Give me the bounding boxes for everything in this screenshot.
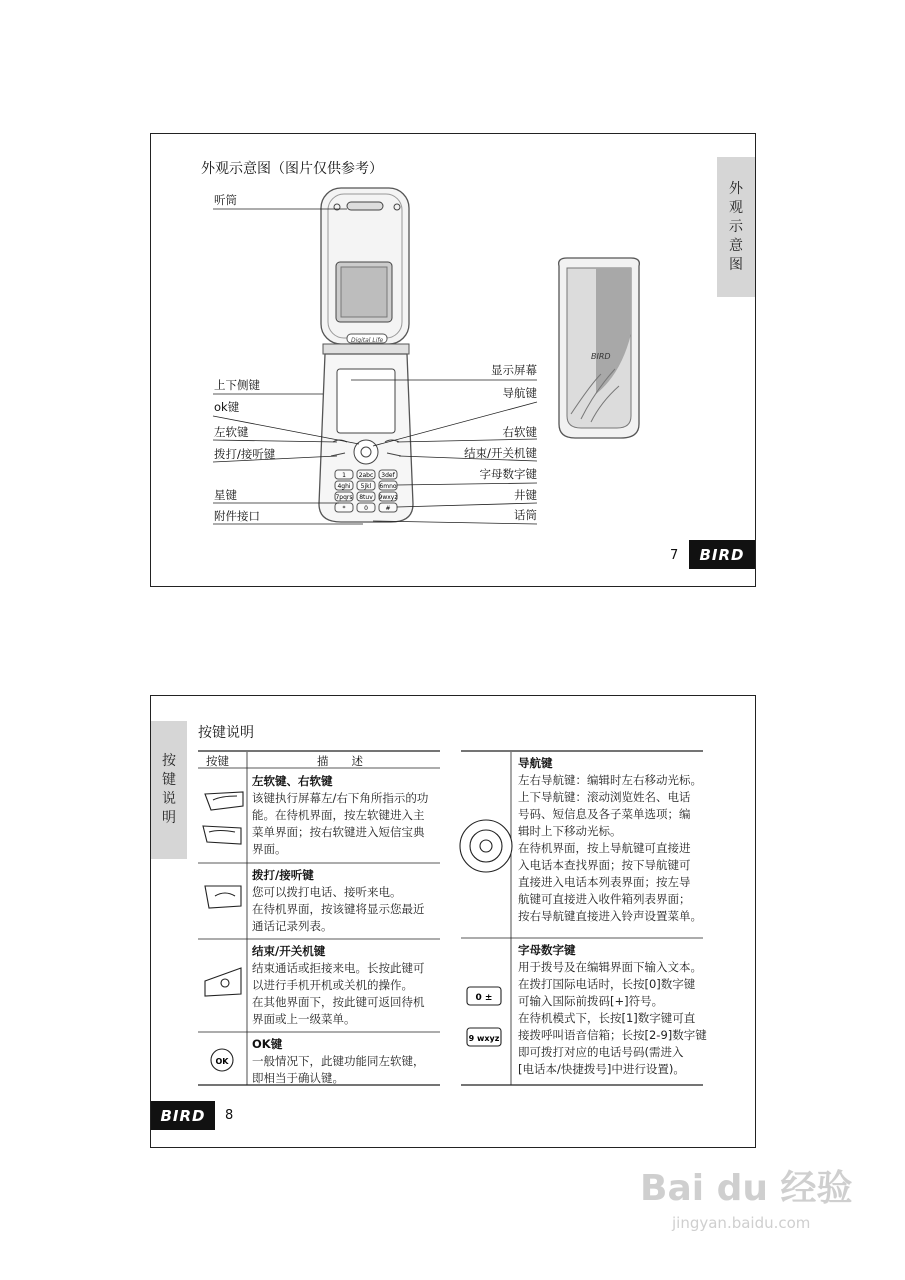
key0-icon-text: 0 ± (475, 993, 493, 1003)
label-earpiece: 听筒 (214, 193, 237, 207)
row-line: 号码、短信息及各子菜单选项；编 (518, 807, 691, 821)
table-row (252, 1035, 440, 1087)
row-line: 左右导航键：编辑时左右移动光标。 (518, 773, 702, 787)
side-tab-char: 说 (162, 791, 176, 807)
row-line: 结束通话或拒接来电。长按此键可 (252, 961, 425, 975)
side-tab-char: 按 (162, 753, 176, 769)
row-line: 即可拨打对应的电话号码(需进入 (518, 1045, 684, 1059)
manual-page-8 (150, 695, 756, 1148)
row-line: 按右导航键直接进入铃声设置菜单。 (518, 909, 702, 923)
baidu-jingyan-watermark: Bai du 经验 (640, 1168, 853, 1209)
side-tab-char: 明 (162, 810, 176, 826)
keypad-key-label: * (342, 505, 346, 512)
label-star-key: 星键 (214, 488, 237, 502)
key9-icon-text: 9 wxyz (468, 1034, 500, 1043)
label-end-key: 结束/开关机键 (464, 446, 537, 460)
row-line: 辑时上下移动光标。 (518, 824, 622, 838)
keypad-key-label: 1 (342, 472, 346, 479)
row-line: 您可以拨打电话、接听来电。 (252, 885, 402, 899)
label-left-soft-key: 左软键 (214, 425, 249, 439)
watermark-url: jingyan.baidu.com (672, 1214, 811, 1232)
table-row (518, 754, 708, 925)
page-title: 外观示意图（图片仅供参考） (201, 161, 383, 177)
row-line: 航键可直接进入收件箱列表界面； (518, 892, 691, 906)
row-title: 拨打/接听键 (252, 868, 314, 882)
row-line: 用于拨号及在编辑界面下输入文本。 (518, 960, 702, 974)
table-row (518, 941, 708, 1078)
label-hash-key: 井键 (514, 488, 537, 502)
keypad-key-label: 8tuv (359, 494, 373, 501)
table-header-key: 按键 (206, 754, 229, 768)
side-tab-char: 观 (729, 199, 743, 216)
keypad-key-label: 2abc (358, 472, 374, 479)
row-line: 界面。 (252, 842, 287, 856)
table-row (252, 772, 440, 858)
row-line: 上下导航键：滚动浏览姓名、电话 (518, 790, 691, 804)
side-tab-char: 示 (729, 218, 743, 235)
row-title: 左软键、右软键 (252, 774, 333, 788)
row-line: 在待机界面，按上导航键可直接进 (518, 841, 691, 855)
row-line: 通话记录列表。 (252, 919, 333, 933)
row-line: 一般情况下，此键功能同左软键， (252, 1054, 425, 1068)
row-line: 可输入国际前拨码[+]符号。 (518, 994, 664, 1008)
label-right-soft-key: 右软键 (502, 425, 537, 439)
row-line: 界面或上一级菜单。 (252, 1012, 356, 1026)
row-line: 在拨打国际电话时，长按[0]数字键 (518, 977, 696, 991)
row-line: 能。在待机界面，按左软键进入主 (252, 808, 425, 822)
side-tab-char: 意 (729, 237, 743, 254)
label-side-keys: 上下侧键 (214, 378, 260, 392)
label-accessory-port: 附件接口 (214, 509, 260, 523)
label-microphone: 话筒 (514, 508, 537, 522)
bird-brand-logo: BIRD (689, 540, 755, 569)
row-line: 在其他界面下，按此键可返回待机 (252, 995, 425, 1009)
row-line: 接拨呼叫语音信箱；长按[2-9]数字键 (518, 1028, 707, 1042)
bird-brand-logo: BIRD (151, 1101, 215, 1130)
row-line: 以进行手机开机或关机的操作。 (252, 978, 413, 992)
keypad-key-label: 4ghi (337, 483, 351, 490)
label-alnum-keys: 字母数字键 (479, 467, 537, 481)
label-display: 显示屏幕 (491, 363, 537, 377)
row-title: 字母数字键 (518, 943, 576, 957)
table-row (252, 866, 440, 935)
row-line: 该键执行屏幕左/右下角所指示的功 (252, 791, 429, 805)
row-title: 结束/开关机键 (252, 944, 326, 958)
keypad-key-label: 9wxyz (378, 494, 398, 501)
page-title: 按键说明 (198, 725, 254, 741)
label-ok-key: ok键 (214, 400, 240, 414)
row-line: 菜单界面；按右软键进入短信宝典 (252, 825, 425, 839)
row-line: 即相当于确认键。 (252, 1071, 344, 1085)
keypad-key-label: 7pqrs (335, 494, 353, 501)
keypad-key-label: 0 (364, 505, 368, 512)
row-line: [电话本/快捷拨号]中进行设置)。 (518, 1062, 685, 1076)
ok-key-icon-text: OK (215, 1057, 229, 1066)
keypad-key-label: # (385, 505, 391, 512)
table-row (252, 942, 440, 1028)
row-title: OK键 (252, 1037, 283, 1051)
cover-logo: BIRD (591, 352, 611, 361)
row-line: 直接进入电话本列表界面；按左导 (518, 875, 691, 889)
phone-logo: Digital Life (351, 337, 384, 344)
side-tab-char: 图 (729, 256, 743, 273)
side-tab-char: 键 (162, 772, 176, 788)
row-line: 在待机模式下，长按[1]数字键可直 (518, 1011, 696, 1025)
label-nav-key: 导航键 (502, 386, 537, 400)
keypad-key-label: 5jkl (360, 483, 372, 490)
row-line: 在待机界面，按该键将显示您最近 (252, 902, 425, 916)
side-tab-char: 外 (729, 180, 743, 197)
page-number: 7 (670, 548, 679, 563)
manual-page-7 (150, 133, 756, 587)
row-line: 入电话本查找界面；按下导航键可 (518, 858, 691, 872)
row-title: 导航键 (518, 756, 553, 770)
keypad-key-label: 3def (381, 472, 395, 479)
keypad-key-label: 6mno (379, 483, 397, 490)
table-header-desc: 描 述 (317, 754, 363, 768)
page-number: 8 (225, 1108, 234, 1123)
label-call-key: 拨打/接听键 (214, 447, 276, 461)
